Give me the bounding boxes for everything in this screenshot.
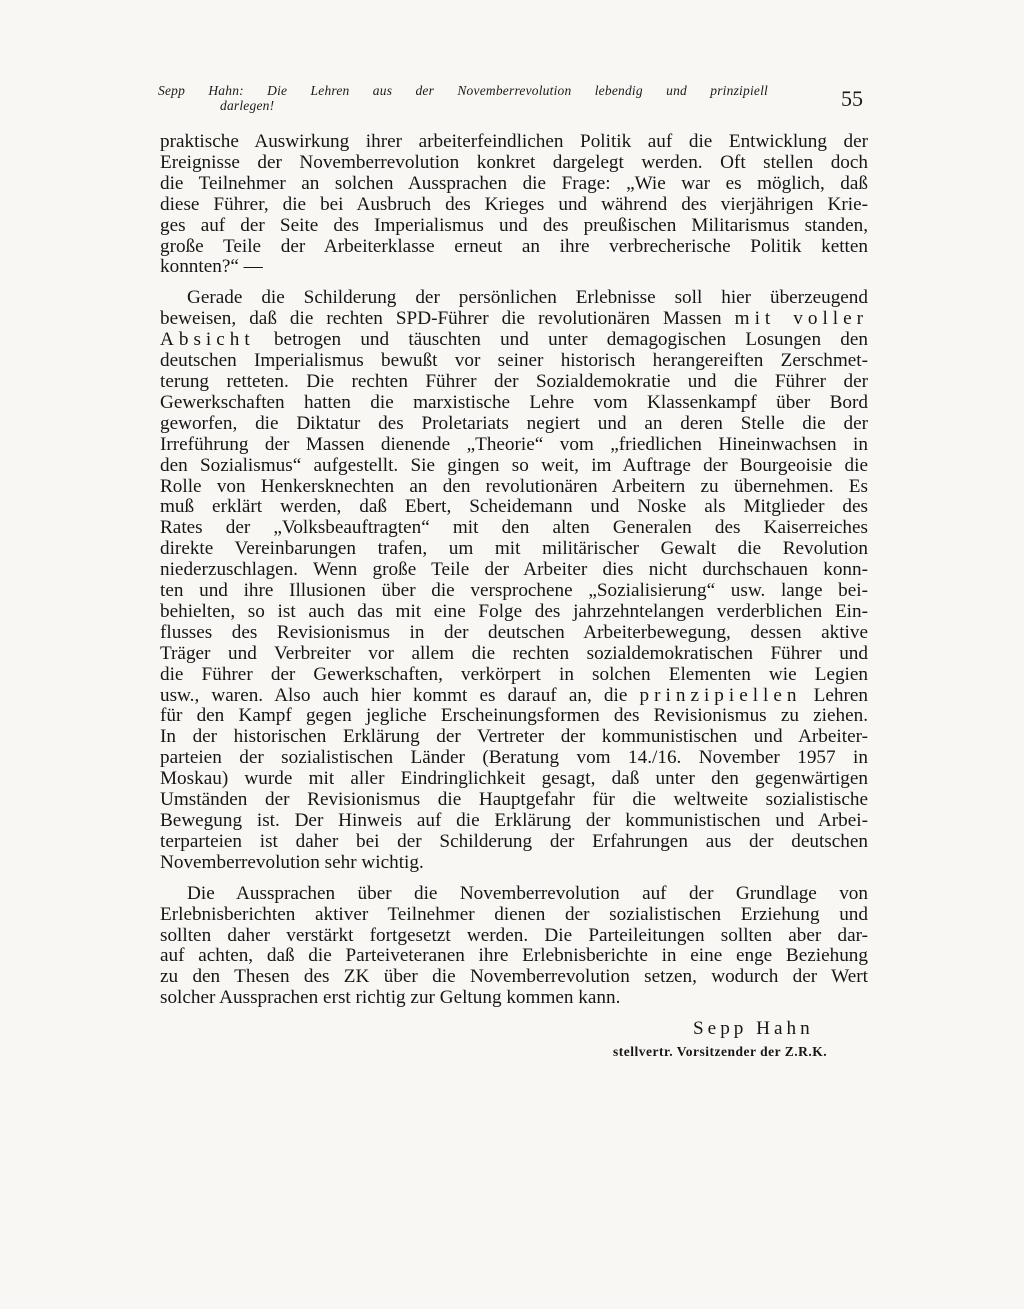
text-line: Gerade die Schilderung der persönlichen Erlebnisse soll hier überzeugend	[187, 287, 868, 309]
text-line: parteien der sozialistischen Länder (Beratung vom 14./16. November 1957 in	[160, 747, 868, 769]
text-line: zu den Thesen des ZK über die Novemberrevolution setzen, wodurch der Wert	[160, 966, 868, 988]
emphasis-spaced: Absicht	[160, 329, 255, 351]
text-line: Gewerkschaften hatten die marxistische Lehre vom Klassenkampf über Bord	[160, 391, 868, 413]
text-line: Absicht betrogen und täuschten und unter demagogischen Losungen den	[160, 329, 868, 351]
text-line: große Teile der Arbeiterklasse erneut an ihre verbrecherische Politik ketten	[160, 235, 868, 257]
text-line: ten und ihre Illusionen über die versprochene „Sozialisierung“ usw. lange bei-	[160, 580, 868, 602]
text-line: Rolle von Henkersknechten an den revolutionären Arbeitern zu übernehmen. Es	[160, 475, 868, 497]
text-line: flusses des Revisionismus in der deutschen Arbeiterbewegung, dessen aktive	[160, 621, 868, 643]
emphasis-spaced: prinzipiellen	[639, 684, 802, 706]
signature-title: stellvertr. Vorsitzender der Z.R.K.	[613, 1044, 828, 1059]
text-line: behielten, so ist auch das mit eine Folge des jahrzehntelangen verderblichen Ein-	[160, 600, 868, 622]
page-number: 55	[841, 86, 863, 111]
paragraph-1	[160, 132, 868, 278]
text-line: deutschen Imperialismus bewußt vor seiner historisch herangereiften Zerschmet-	[160, 350, 868, 372]
text-line: terung retteten. Die rechten Führer der Sozialdemokratie und die Führer der	[160, 370, 868, 392]
text-line: die Teilnehmer an solchen Aussprachen die Frage: „Wie war es möglich, daß	[160, 172, 868, 194]
text-line: diese Führer, die bei Ausbruch des Krieges und während des vierjährigen Krie-	[160, 193, 868, 215]
text-line: für den Kampf gegen jegliche Erscheinungsformen des Revisionismus zu ziehen.	[160, 705, 868, 727]
text-line: Träger und Verbreiter vor allem die rechten sozialdemokratischen Führer und	[160, 642, 868, 664]
text-line: praktische Auswirkung ihrer arbeiterfeindlichen Politik auf die Entwicklung der	[160, 131, 868, 152]
signature-name: Sepp Hahn	[693, 1018, 814, 1039]
text-line: sollten daher verstärkt fortgesetzt werden. Die Parteileitungen sollten aber dar-	[160, 924, 868, 946]
text-line: In der historischen Erklärung der Vertreter der kommunistischen und Arbeiter-	[160, 726, 868, 748]
text-line: Die Aussprachen über die Novemberrevolution auf der Grundlage von	[187, 882, 868, 904]
text-line: konnten?“ —	[160, 256, 263, 278]
text-line: Erlebnisberichten aktiver Teilnehmer dienen der sozialistischen Erziehung und	[160, 903, 868, 925]
running-title-line-1: Sepp Hahn: Die Lehren aus der Novemberrevolution lebendig und prinzipiell	[158, 83, 768, 98]
text-line: ges auf der Seite des Imperialismus und des preußischen Militarismus standen,	[160, 214, 868, 236]
text-line: niederzuschlagen. Wenn große Teile der Arbeiter dies nicht durchschauen konn-	[160, 559, 868, 581]
running-title-line-2: darlegen!	[220, 98, 275, 113]
text-line: Rates der „Volksbeauftragten“ mit den alten Generalen des Kaiserreiches	[160, 517, 868, 539]
running-header	[158, 83, 768, 113]
text-line: Umständen der Revisionismus die Hauptgefahr für die weltweite sozialistische	[160, 789, 868, 811]
text-line: den Sozialismus“ aufgestellt. Sie gingen so weit, im Auftrage der Bourgeoisie die	[160, 454, 868, 476]
text-line: auf achten, daß die Parteiveteranen ihre Erlebnisberichte in eine enge Beziehung	[160, 945, 868, 967]
article-body	[160, 132, 868, 1009]
text-line: Moskau) wurde mit aller Eindringlichkeit gesagt, daß unter den gegenwärtigen	[160, 768, 868, 790]
text-line: direkte Vereinbarungen trafen, um mit militärischer Gewalt die Revolution	[160, 538, 868, 560]
paragraph-2	[160, 288, 868, 873]
paragraph-3	[160, 884, 868, 1009]
text-line: Irreführung der Massen dienende „Theorie“ vom „friedlichen Hineinwachsen in	[160, 433, 868, 455]
text-line: muß erklärt werden, daß Ebert, Scheidemann und Noske als Mitglieder des	[160, 496, 868, 518]
text-line: Ereignisse der Novemberrevolution konkret dargelegt werden. Oft stellen doch	[160, 151, 868, 173]
text-line: beweisen, daß die rechten SPD-Führer die revolutionären Massen mit voller	[160, 308, 869, 330]
text-line: solcher Aussprachen erst richtig zur Geltung kommen kann.	[160, 987, 621, 1009]
emphasis-spaced: mit voller	[734, 308, 869, 330]
text-line: Bewegung ist. Der Hinweis auf die Erklärung der kommunistischen und Arbei-	[160, 810, 868, 831]
text-line: usw., waren. Also auch hier kommt es darauf an, die prinzipiellen Lehren	[160, 684, 869, 706]
text-line: geworfen, die Diktatur des Proletariats negiert und an deren Stelle die der	[160, 412, 868, 434]
text-line: Novemberrevolution sehr wichtig.	[160, 851, 424, 873]
text-line: die Führer der Gewerkschaften, verkörpert in solchen Elementen wie Legien	[160, 663, 868, 685]
text-line: terparteien ist daher bei der Schilderung der Erfahrungen aus der deutschen	[160, 830, 868, 852]
